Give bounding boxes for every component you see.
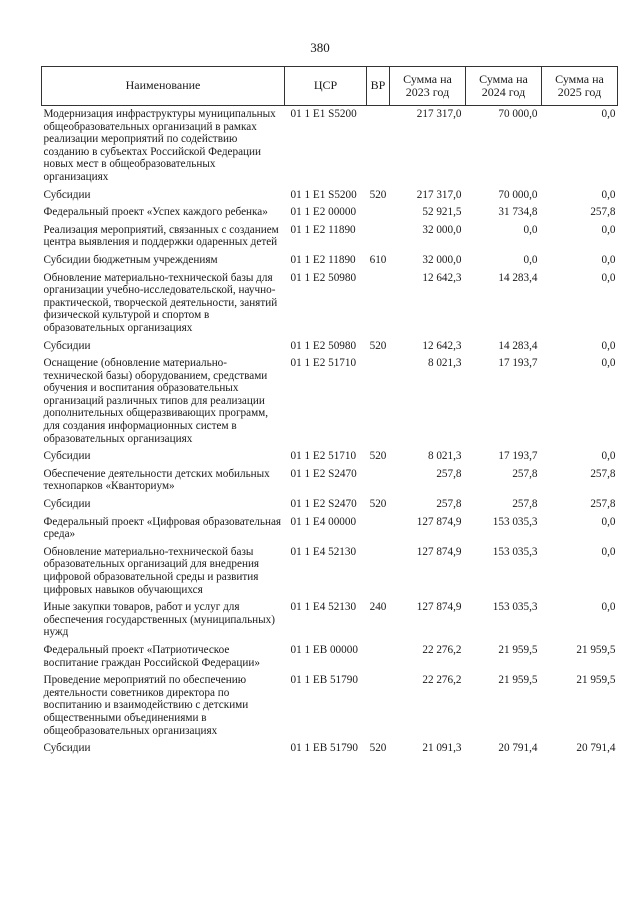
cell-sum-2023: 8 021,3 [427,357,462,370]
header-name: Наименование [42,67,285,106]
cell-name: Обновление материально-технической базы для организации учебно-исследовательской, научно-практической, творческой деятельности, занятий физической культурой и спортом в образовательных организациях [43,271,278,334]
table-row [42,106,618,187]
cell-sum-2023: 22 276,2 [422,674,462,687]
cell-sum-2025: 0,0 [601,450,616,463]
cell-sum-2024: 153 035,3 [492,545,538,558]
cell-vr: 520 [369,498,387,511]
table-row [42,204,618,222]
cell-sum-2024: 17 193,7 [498,450,538,463]
cell-sum-2025: 21 959,5 [576,643,616,656]
cell-csr: 01 1 E4 00000 [290,515,357,528]
cell-name: Субсидии [43,339,91,352]
header-sum-2025: Сумма на 2025 год [542,67,618,106]
cell-vr: 520 [369,742,387,755]
table-row [42,222,618,252]
cell-vr [367,672,390,740]
cell-sum-2024: 257,8 [512,498,538,511]
cell-name: Субсидии [43,742,91,755]
cell-csr: 01 1 E2 51710 [290,357,357,370]
table-row [42,514,618,544]
table-row [42,355,618,448]
cell-sum-2025: 21 959,5 [576,674,616,687]
cell-vr [367,222,390,252]
cell-csr: 01 1 EB 51790 [290,742,358,755]
table-row [42,187,618,205]
cell-sum-2025: 20 791,4 [576,742,616,755]
cell-sum-2025: 0,0 [601,108,616,120]
cell-sum-2025: 0,0 [601,271,616,284]
header-vr: ВР [367,67,390,106]
table-row [42,252,618,270]
table-body [42,106,618,758]
budget-table [41,66,618,758]
table-header [42,67,618,106]
table-row [42,338,618,356]
cell-vr: 610 [369,253,387,266]
table-row [42,496,618,514]
cell-sum-2025: 0,0 [601,253,616,266]
cell-sum-2024: 0,0 [523,253,538,266]
cell-vr [367,514,390,544]
cell-sum-2023: 127 874,9 [416,515,462,528]
cell-sum-2023: 217 317,0 [416,108,462,120]
cell-vr: 520 [369,450,387,463]
cell-csr: 01 1 EB 51790 [290,674,358,687]
cell-sum-2024: 17 193,7 [498,357,538,370]
cell-vr [367,544,390,599]
cell-vr [367,204,390,222]
cell-sum-2023: 21 091,3 [422,742,462,755]
cell-csr: 01 1 E1 S5200 [290,188,357,201]
table-row [42,642,618,672]
cell-csr: 01 1 E2 S2470 [290,498,357,511]
cell-sum-2024: 14 283,4 [498,271,538,284]
cell-csr: 01 1 E1 S5200 [290,108,357,120]
page-number: 380 [310,40,330,55]
cell-name: Субсидии [43,188,91,201]
header-csr: ЦСР [285,67,367,106]
header-sum-2024: Сумма на 2024 год [466,67,542,106]
header-sum-2023: Сумма на 2023 год [390,67,466,106]
cell-vr: 520 [369,188,387,201]
cell-name: Федеральный проект «Цифровая образовательная среда» [43,515,282,541]
cell-sum-2024: 153 035,3 [492,601,538,614]
cell-sum-2024: 31 734,8 [498,206,538,219]
cell-csr: 01 1 E2 00000 [290,206,357,219]
cell-sum-2025: 0,0 [601,601,616,614]
cell-csr: 01 1 E2 S2470 [290,467,357,480]
cell-sum-2023: 32 000,0 [422,223,462,236]
cell-sum-2025: 257,8 [590,206,616,219]
cell-sum-2023: 52 921,5 [422,206,462,219]
cell-sum-2025: 0,0 [601,188,616,201]
cell-vr [367,642,390,672]
cell-sum-2025: 0,0 [601,339,616,352]
cell-name: Субсидии [43,450,91,463]
cell-sum-2023: 8 021,3 [427,450,462,463]
cell-csr: 01 1 EB 00000 [290,643,358,656]
cell-sum-2025: 0,0 [601,515,616,528]
cell-sum-2023: 12 642,3 [422,339,462,352]
cell-vr [367,355,390,448]
cell-sum-2023: 127 874,9 [416,545,462,558]
cell-vr: 240 [369,601,387,614]
cell-name: Оснащение (обновление материально-технической базы) оборудованием, средствами обучения и воспитания образовательных организаций различных типов для реализации дополнительных общеразвивающих программ, для создания информационных систем в образовательных организациях [43,357,269,445]
table-row [42,740,618,758]
table-row [42,448,618,466]
cell-csr: 01 1 E4 52130 [290,545,357,558]
cell-sum-2024: 20 791,4 [498,742,538,755]
cell-sum-2023: 32 000,0 [422,253,462,266]
cell-name: Реализация мероприятий, связанных с созданием центра выявления и поддержки одаренных детей [43,223,279,249]
cell-csr: 01 1 E2 51710 [290,450,357,463]
cell-vr [367,270,390,338]
cell-name: Модернизация инфраструктуры муниципальных общеобразовательных организаций в рамках реализации мероприятий по содействию созданию в субъектах Российской Федерации новых мест в общеобразовательных организациях [43,108,276,183]
cell-csr: 01 1 E2 50980 [290,271,357,284]
cell-name: Проведение мероприятий по обеспечению деятельности советников директора по воспитанию и взаимодействию с детскими общественными объединениями в общеобразовательных организациях [43,674,249,737]
cell-vr [367,466,390,496]
cell-sum-2024: 257,8 [512,467,538,480]
cell-sum-2025: 0,0 [601,357,616,370]
cell-csr: 01 1 E2 11890 [290,253,356,266]
cell-sum-2024: 70 000,0 [498,188,538,201]
table-row [42,599,618,642]
cell-name: Субсидии бюджетным учреждениям [43,253,218,266]
cell-sum-2023: 12 642,3 [422,271,462,284]
cell-name: Обновление материально-технической базы образовательных организаций для внедрения цифровой образовательной среды и развития цифровых навыков обучающихся [43,545,260,596]
table-row [42,672,618,740]
cell-sum-2024: 21 959,5 [498,643,538,656]
cell-sum-2024: 21 959,5 [498,674,538,687]
cell-sum-2023: 217 317,0 [416,188,462,201]
cell-sum-2024: 0,0 [523,223,538,236]
cell-csr: 01 1 E2 11890 [290,223,356,236]
cell-sum-2025: 0,0 [601,223,616,236]
cell-csr: 01 1 E4 52130 [290,601,357,614]
cell-name: Субсидии [43,498,91,511]
cell-sum-2025: 257,8 [590,467,616,480]
cell-csr: 01 1 E2 50980 [290,339,357,352]
cell-name: Обеспечение деятельности детских мобильных технопарков «Кванториум» [43,467,270,493]
cell-sum-2025: 0,0 [601,545,616,558]
cell-sum-2023: 127 874,9 [416,601,462,614]
table-row [42,270,618,338]
cell-sum-2023: 257,8 [436,498,462,511]
cell-sum-2023: 257,8 [436,467,462,480]
cell-sum-2024: 14 283,4 [498,339,538,352]
cell-name: Иные закупки товаров, работ и услуг для обеспечения государственных (муниципальных) нужд [43,601,275,639]
cell-vr [367,106,390,187]
table-row [42,466,618,496]
table-row [42,544,618,599]
cell-sum-2024: 70 000,0 [498,108,538,120]
cell-vr: 520 [369,339,387,352]
cell-name: Федеральный проект «Успех каждого ребенка» [43,206,268,219]
cell-sum-2023: 22 276,2 [422,643,462,656]
cell-sum-2025: 257,8 [590,498,616,511]
cell-name: Федеральный проект «Патриотическое воспитание граждан Российской Федерации» [43,643,260,669]
cell-sum-2024: 153 035,3 [492,515,538,528]
